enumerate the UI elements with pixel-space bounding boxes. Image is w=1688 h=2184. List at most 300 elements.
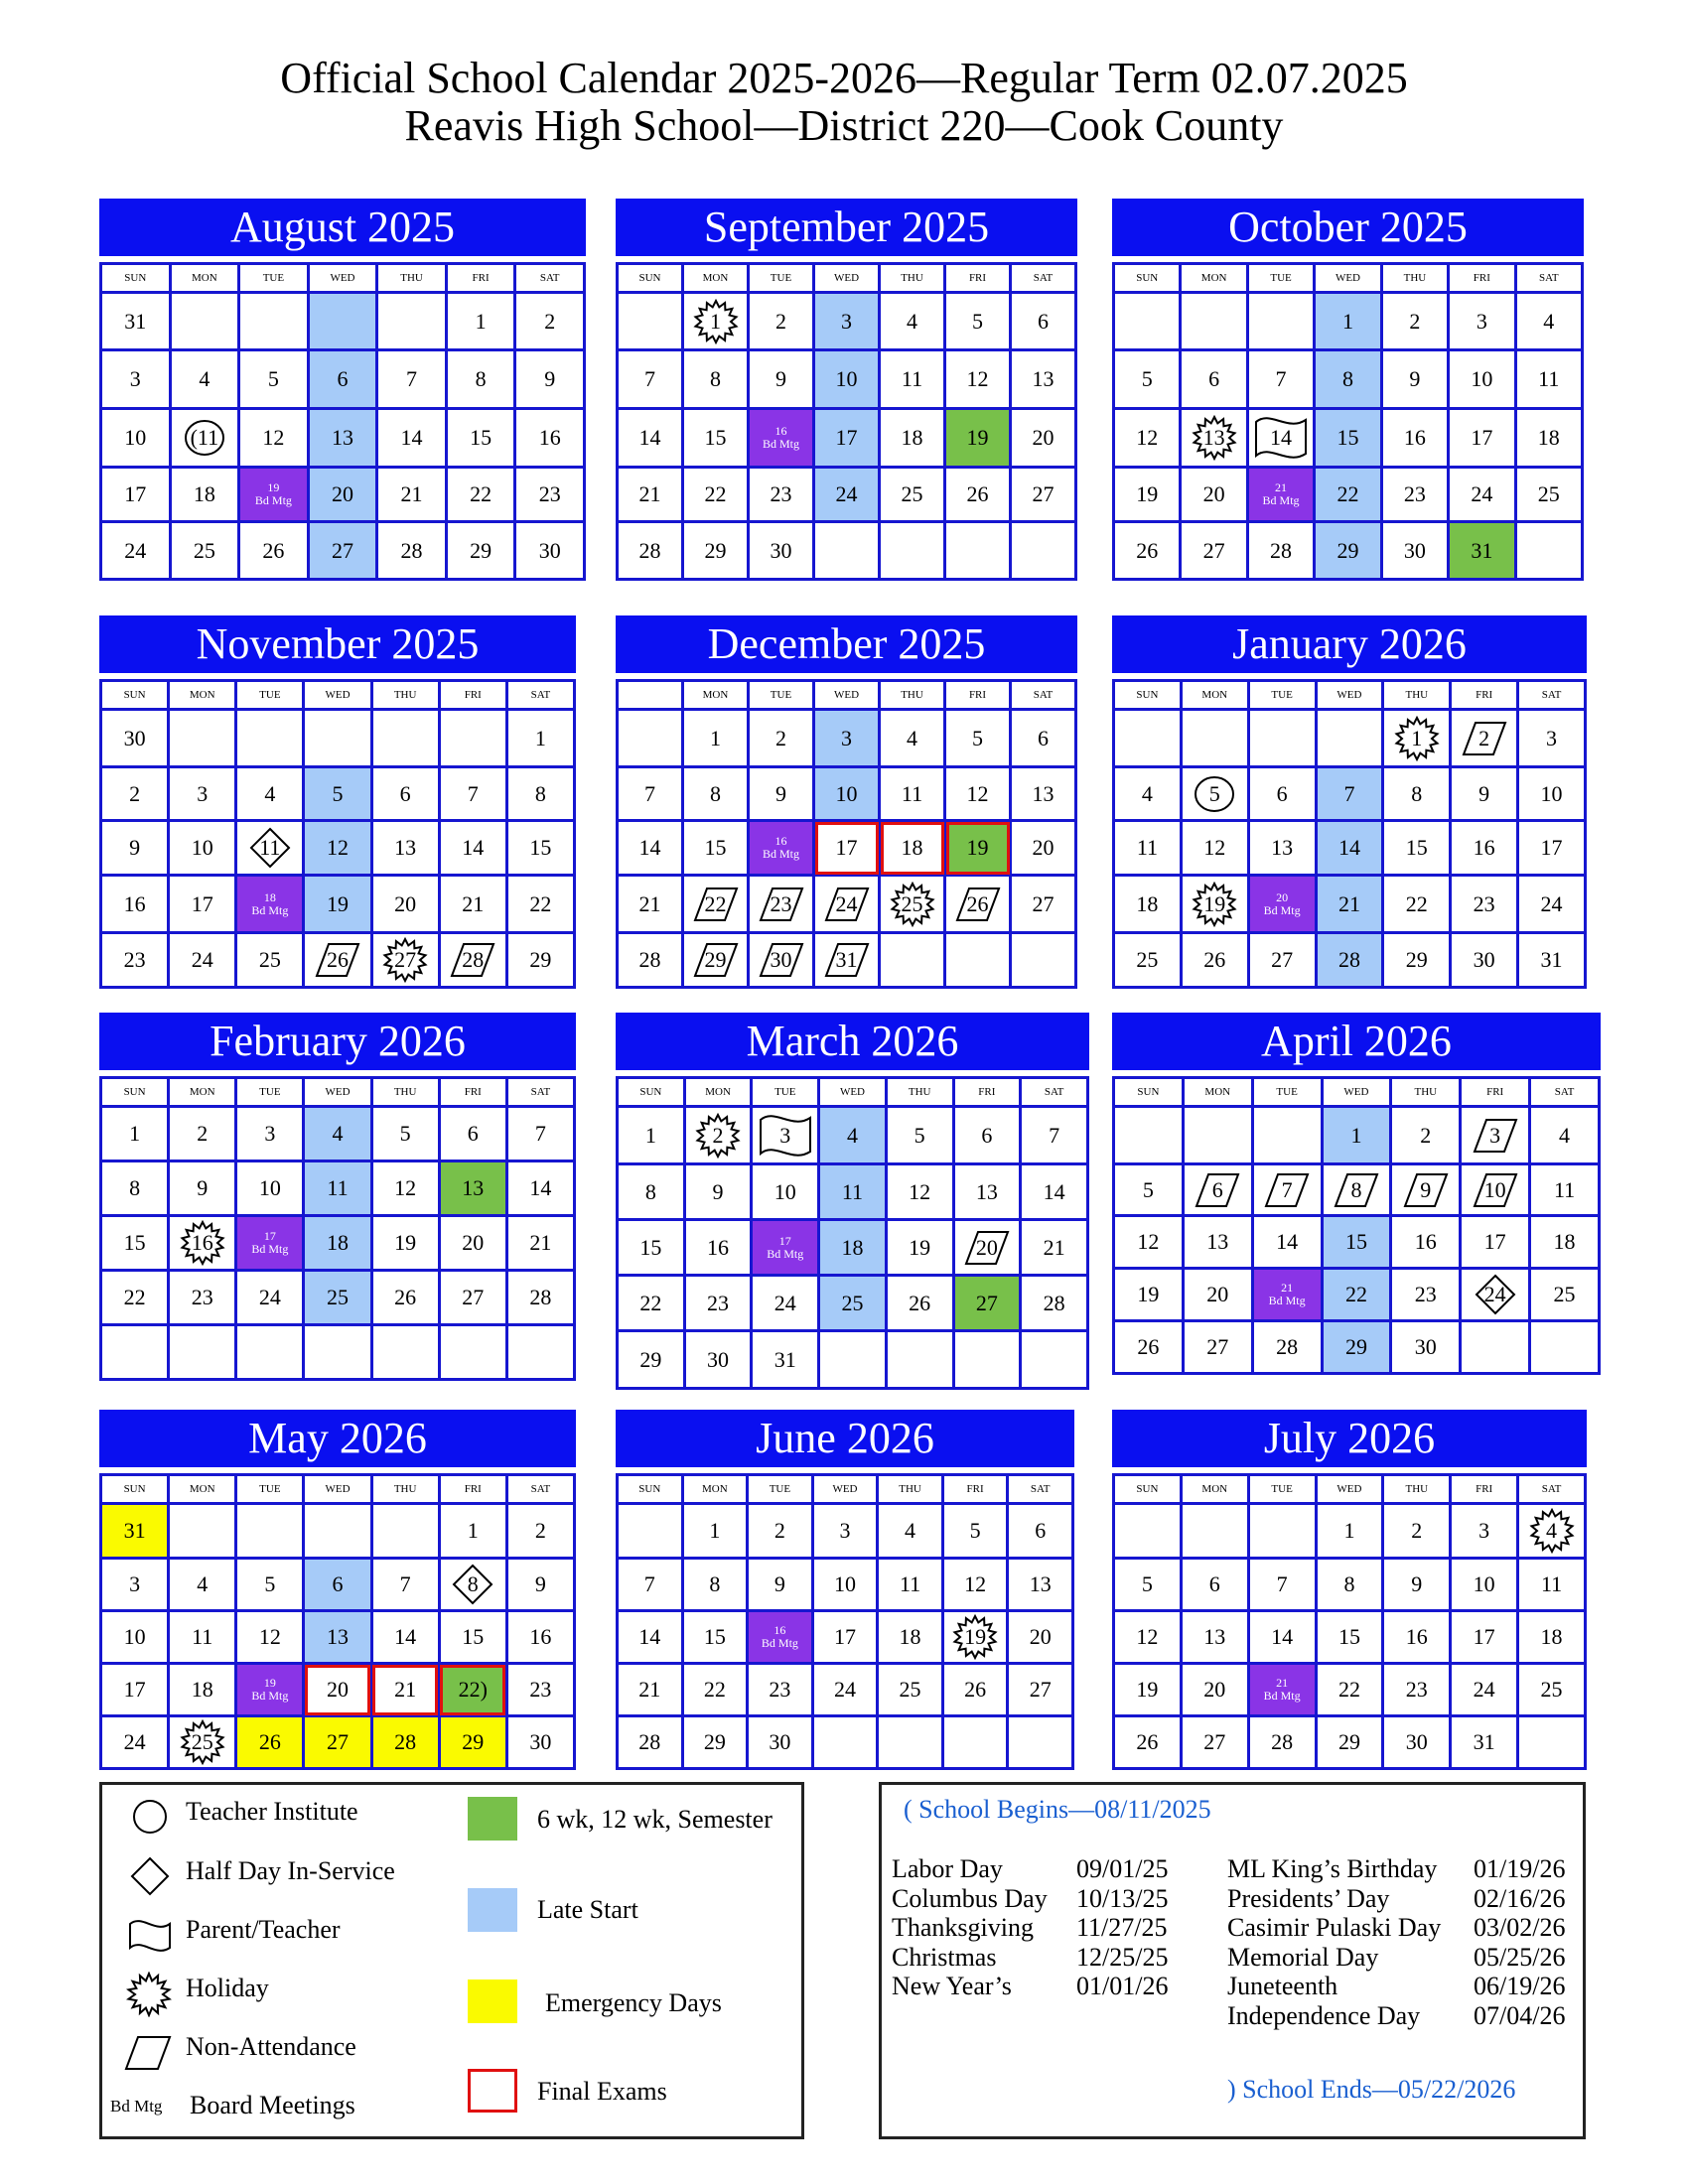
day-cell [618, 350, 683, 409]
day-cell [506, 1216, 574, 1271]
day-number: 13 [1206, 1229, 1229, 1254]
weekday-header: THU [880, 681, 945, 710]
day-number: 10 [191, 835, 213, 860]
day-number: 16 Bd Mtg [762, 424, 799, 451]
day-cell [618, 1164, 685, 1220]
day-cell [439, 1161, 506, 1216]
day-number: 16 [707, 1234, 730, 1260]
weekday-header: WED [814, 681, 880, 710]
day-cell [170, 522, 239, 580]
legend-holiday: Holiday [186, 1974, 269, 2002]
day-cell [304, 1664, 371, 1716]
weekday-header: TUE [1247, 264, 1314, 293]
weekday-header: SAT [1011, 681, 1076, 710]
day-number: 13 [462, 1175, 485, 1200]
day-number: 17 [1483, 1229, 1506, 1254]
day-cell [1011, 293, 1076, 350]
day-cell [1114, 522, 1181, 580]
day-number: 18 [901, 425, 923, 450]
day-cell [1247, 350, 1314, 409]
day-cell [1381, 468, 1448, 522]
day-cell [1252, 1269, 1322, 1321]
day-cell [506, 1716, 574, 1769]
day-number: 20 [1206, 1282, 1229, 1306]
day-number: 22 [703, 1677, 726, 1702]
day-number: 31 [774, 1346, 796, 1372]
day-cell [1315, 522, 1381, 580]
board-meeting-label: Bd Mtg [767, 1246, 804, 1261]
day-cell [101, 468, 171, 522]
day-cell [506, 876, 574, 933]
day-cell [683, 350, 749, 409]
day-number: 22 [1337, 1677, 1360, 1702]
day-cell [439, 767, 506, 821]
day-cell [169, 1325, 236, 1380]
day-cell [1183, 1164, 1252, 1216]
holiday-name: Independence Day [1227, 2000, 1421, 2030]
day-number: 16 [191, 1230, 213, 1255]
day-cell [439, 1107, 506, 1161]
day-cell [101, 1161, 169, 1216]
day-cell [506, 1271, 574, 1325]
day-number: 19 [966, 835, 989, 860]
day-number: 21 Bd Mtg [1268, 1281, 1306, 1307]
day-cell [880, 710, 945, 767]
day-number: 4 [264, 780, 276, 806]
day-cell [439, 1559, 506, 1611]
day-cell [1114, 468, 1181, 522]
board-meeting-label: Bd Mtg [1263, 902, 1301, 917]
day-cell [439, 1664, 506, 1716]
day-cell [1248, 1716, 1316, 1769]
day-number: 3 [1546, 725, 1558, 751]
day-cell [953, 1276, 1021, 1331]
day-number: 18 [1553, 1229, 1576, 1254]
day-cell [1114, 1321, 1184, 1374]
day-number: 7 [1281, 1176, 1293, 1202]
day-number: 27 [1271, 947, 1294, 972]
day-number: 3 [129, 366, 141, 391]
day-number: 1 [1350, 1122, 1362, 1148]
day-cell [1518, 933, 1586, 988]
day-number: 15 [123, 1230, 146, 1255]
day-number: 11 [901, 366, 923, 391]
weekday-header: SAT [506, 1475, 574, 1504]
day-number: 12 [966, 366, 989, 391]
day-number: 26 [1203, 947, 1226, 972]
day-cell [1518, 1716, 1586, 1769]
weekday-header: FRI [1451, 1475, 1518, 1504]
day-cell [1114, 1716, 1182, 1769]
weekday-header: FRI [439, 1475, 506, 1504]
day-number: 31 [1471, 537, 1493, 563]
day-number: 1 [129, 1121, 141, 1146]
day-cell [945, 767, 1011, 821]
day-number: 29 [639, 1346, 662, 1372]
day-number: 11 [192, 1624, 213, 1649]
day-cell [506, 933, 574, 988]
weekday-header: THU [1383, 1475, 1451, 1504]
day-cell [304, 1161, 371, 1216]
day-number: (11 [190, 425, 219, 450]
day-cell [439, 1611, 506, 1664]
day-number: 6 [1038, 308, 1049, 334]
day-number: 28 [400, 537, 423, 563]
day-cell [1181, 876, 1248, 933]
day-number: 27 [462, 1285, 485, 1309]
day-number: 11 [841, 1178, 864, 1204]
day-cell [308, 293, 377, 350]
day-cell [814, 876, 880, 933]
day-cell [1114, 710, 1182, 767]
day-number: 30 [1403, 537, 1426, 563]
day-number: 4 [907, 308, 917, 334]
day-cell [101, 933, 169, 988]
weekday-header: SAT [515, 264, 585, 293]
day-cell [439, 1716, 506, 1769]
day-number: 28 [529, 1285, 552, 1309]
day-number: 13 [331, 425, 353, 450]
day-number: 3 [1489, 1122, 1501, 1148]
day-number: 3 [841, 308, 852, 334]
day-cell [371, 1504, 439, 1559]
day-cell [1518, 767, 1586, 821]
starburst-icon [126, 1972, 172, 2017]
legend-board-meetings: Board Meetings [190, 2091, 355, 2119]
day-number: 9 [129, 835, 141, 860]
day-cell [1383, 1664, 1451, 1716]
day-cell [1316, 876, 1383, 933]
day-cell [1383, 1716, 1451, 1769]
day-number: 9 [1478, 780, 1490, 806]
day-cell [814, 767, 880, 821]
day-cell [880, 522, 945, 580]
day-cell [880, 350, 945, 409]
day-number: 27 [1203, 1729, 1226, 1754]
day-cell [1316, 1716, 1383, 1769]
day-number: 21 [400, 481, 423, 506]
day-number: 22) [458, 1677, 488, 1702]
day-number: 25 [841, 1290, 864, 1315]
day-cell [1181, 350, 1247, 409]
day-number: 8 [467, 1571, 479, 1596]
weekday-header: SAT [506, 681, 574, 710]
day-number: 27 [331, 537, 353, 563]
weekday-header: FRI [953, 1078, 1021, 1107]
day-cell [1449, 409, 1515, 468]
day-cell [1530, 1321, 1600, 1374]
day-cell [1515, 522, 1582, 580]
day-cell [1383, 1559, 1451, 1611]
day-number: 28 [1337, 947, 1360, 972]
day-number: 20 [975, 1234, 998, 1260]
day-cell [945, 710, 1011, 767]
day-number: 26 [1136, 537, 1159, 563]
day-number: 1 [1343, 1518, 1355, 1543]
day-cell [752, 1331, 819, 1389]
day-cell [682, 1716, 748, 1769]
day-number: 3 [129, 1571, 141, 1596]
holiday-date: 01/19/26 [1474, 1854, 1566, 1883]
day-number: 8 [710, 366, 721, 391]
day-cell [752, 1276, 819, 1331]
day-cell [439, 1325, 506, 1380]
day-cell [1451, 821, 1518, 876]
day-number: 24 [123, 1729, 146, 1754]
day-number: 13 [1203, 1624, 1226, 1649]
day-cell [439, 1271, 506, 1325]
day-number: 5 [267, 366, 279, 391]
day-number: 26 [394, 1285, 417, 1309]
day-cell [748, 1611, 813, 1664]
day-cell [1383, 1611, 1451, 1664]
day-cell [1518, 1504, 1586, 1559]
board-meeting-label: Bd Mtg [254, 493, 292, 507]
month-title: December 2025 [616, 615, 1077, 673]
day-cell [169, 1504, 236, 1559]
day-number: 26 [909, 1290, 931, 1315]
day-cell [683, 876, 749, 933]
day-cell [1248, 767, 1316, 821]
day-cell [1021, 1276, 1088, 1331]
day-cell [169, 1161, 236, 1216]
day-cell [945, 876, 1011, 933]
holiday-name: Columbus Day [892, 1883, 1048, 1913]
day-number: 25 [326, 1285, 349, 1309]
day-cell [101, 522, 171, 580]
day-number: 25 [901, 890, 923, 916]
day-number: 2 [544, 308, 556, 334]
day-number: 25 [899, 1677, 921, 1702]
day-number: 13 [394, 835, 417, 860]
day-number: 24 [774, 1290, 796, 1315]
day-cell [880, 409, 945, 468]
holiday-date: 12/25/25 [1076, 1942, 1169, 1972]
day-number: 9 [1420, 1176, 1432, 1202]
day-number: 17 [123, 1677, 146, 1702]
day-number: 24 [1471, 481, 1493, 506]
holiday-date: 06/19/26 [1474, 1972, 1566, 2000]
day-number: 13 [1202, 425, 1225, 450]
day-number: 27 [326, 1729, 349, 1754]
day-number: 5 [969, 1518, 981, 1543]
day-number: 14 [1337, 835, 1360, 860]
month-june-2026 [616, 1410, 1074, 1770]
day-cell [1247, 409, 1314, 468]
day-number: 26 [258, 1729, 281, 1754]
day-number: 19 [1136, 1677, 1159, 1702]
day-number: 5 [1141, 1571, 1153, 1596]
day-cell [1315, 468, 1381, 522]
day-cell [942, 1559, 1008, 1611]
weekday-header: MON [684, 1078, 752, 1107]
day-number: 22 [529, 890, 552, 916]
day-cell [1381, 522, 1448, 580]
day-cell [1248, 876, 1316, 933]
weekday-header: MON [170, 264, 239, 293]
day-number: 8 [129, 1175, 141, 1200]
day-cell [1114, 1269, 1184, 1321]
day-cell [101, 293, 171, 350]
day-cell [1114, 293, 1181, 350]
holiday-date: 07/04/26 [1474, 2000, 1566, 2030]
day-cell [1383, 821, 1451, 876]
day-cell [236, 1107, 304, 1161]
day-cell [1322, 1216, 1391, 1269]
month-january-2026 [1112, 615, 1587, 989]
day-number: 21 [638, 890, 661, 916]
day-number: 20 [1032, 835, 1055, 860]
holiday-date: 11/27/25 [1076, 1913, 1168, 1942]
header-subtitle: Reavis High School—District 220—Cook County [404, 101, 1284, 150]
day-cell [1114, 876, 1182, 933]
day-cell [953, 1107, 1021, 1164]
day-cell [1530, 1269, 1600, 1321]
day-number: 7 [644, 780, 655, 806]
day-number: 12 [966, 780, 989, 806]
day-number: 2 [1420, 1122, 1432, 1148]
day-cell [1114, 933, 1182, 988]
weekday-header: SUN [618, 1078, 685, 1107]
day-number: 3 [1476, 308, 1487, 334]
day-cell [684, 1331, 752, 1389]
day-number: 16 [123, 890, 146, 916]
day-number: 25 [1540, 1677, 1563, 1702]
day-number: 14 [638, 835, 661, 860]
day-number: 30 [707, 1346, 730, 1372]
day-number: 29 [470, 537, 492, 563]
day-number: 5 [399, 1121, 411, 1146]
month-september-2025 [616, 199, 1077, 581]
day-number: 19 [909, 1234, 931, 1260]
month-december-2025 [616, 615, 1077, 989]
weekday-header: SAT [1008, 1475, 1073, 1504]
day-number: 4 [1141, 780, 1153, 806]
weekday-header: FRI [1449, 264, 1515, 293]
weekday-header [618, 681, 683, 710]
day-cell [236, 1664, 304, 1716]
day-cell [371, 1611, 439, 1664]
day-number: 8 [1343, 1571, 1355, 1596]
day-number: 7 [399, 1571, 411, 1596]
day-cell [942, 1664, 1008, 1716]
day-number: 9 [197, 1175, 209, 1200]
weekday-header: WED [304, 1475, 371, 1504]
day-number: 23 [1414, 1282, 1437, 1306]
day-number: 24 [835, 890, 858, 916]
day-cell [752, 1220, 819, 1276]
day-cell [236, 710, 304, 767]
day-cell [1518, 710, 1586, 767]
day-cell [308, 350, 377, 409]
day-number: 24 [124, 537, 147, 563]
day-cell [101, 1271, 169, 1325]
day-cell [1322, 1269, 1391, 1321]
day-cell [1315, 409, 1381, 468]
day-number: 20 [1029, 1624, 1052, 1649]
day-cell [878, 1716, 943, 1769]
day-cell [1247, 468, 1314, 522]
day-cell [814, 409, 880, 468]
day-number: 8 [475, 366, 487, 391]
day-number: 2 [534, 1518, 546, 1543]
day-cell [880, 876, 945, 933]
day-cell [749, 522, 814, 580]
day-cell [236, 821, 304, 876]
day-number: 29 [703, 1729, 726, 1754]
day-cell [101, 1504, 169, 1559]
day-number: 6 [467, 1121, 479, 1146]
day-number: 28 [638, 947, 661, 972]
day-number: 14 [1043, 1178, 1065, 1204]
holiday-name: Memorial Day [1227, 1942, 1379, 1972]
day-number: 20 [1203, 1677, 1226, 1702]
day-cell [618, 1107, 685, 1164]
day-cell [1247, 293, 1314, 350]
day-number: 18 [841, 1234, 864, 1260]
day-number: 25 [1136, 947, 1159, 972]
day-number: 29 [529, 947, 552, 972]
day-number: 11 [1553, 1176, 1576, 1202]
day-number: 10 [1483, 1176, 1506, 1202]
day-cell [439, 876, 506, 933]
weekday-header: TUE [749, 681, 814, 710]
day-number: 26 [964, 1677, 987, 1702]
day-number: 21 [462, 890, 485, 916]
day-cell [169, 876, 236, 933]
day-number: 11 [259, 835, 281, 860]
day-number: 7 [1343, 780, 1355, 806]
school-begins: ( School Begins—08/11/2025 [904, 1795, 1211, 1824]
day-number: 18 [1537, 425, 1560, 450]
day-number: 12 [326, 835, 349, 860]
day-cell [439, 1504, 506, 1559]
day-cell [1114, 1664, 1182, 1716]
day-cell [236, 1504, 304, 1559]
day-number: 15 [470, 425, 492, 450]
day-number: 15 [1336, 425, 1359, 450]
day-number: 7 [644, 366, 655, 391]
day-cell [101, 821, 169, 876]
holiday-name: Presidents’ Day [1227, 1883, 1390, 1913]
day-number: 2 [129, 780, 141, 806]
day-number: 4 [905, 1518, 916, 1543]
month-title: October 2025 [1112, 199, 1584, 256]
day-cell [819, 1331, 887, 1389]
day-cell [618, 1664, 683, 1716]
day-cell [1114, 767, 1182, 821]
day-cell [169, 1271, 236, 1325]
day-cell [618, 468, 683, 522]
day-cell [371, 1161, 439, 1216]
day-number: 28 [1276, 1334, 1299, 1359]
day-cell [1181, 821, 1248, 876]
weekday-header: SUN [618, 1475, 683, 1504]
day-cell [371, 1716, 439, 1769]
day-cell [953, 1331, 1021, 1389]
circle-icon [130, 1797, 170, 1837]
day-number: 22 [639, 1290, 662, 1315]
holiday-name: Juneteenth [1227, 1972, 1338, 2000]
day-cell [1021, 1331, 1088, 1389]
day-cell [1008, 1611, 1073, 1664]
day-cell [1316, 710, 1383, 767]
day-cell [748, 1716, 813, 1769]
day-number: 24 [833, 1677, 856, 1702]
day-cell [618, 767, 683, 821]
weekday-header: SUN [1114, 1475, 1182, 1504]
day-number: 23 [769, 1677, 791, 1702]
